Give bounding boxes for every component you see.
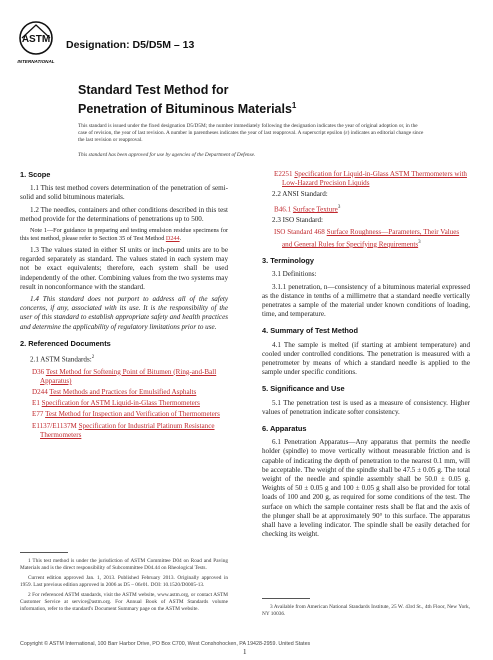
ref-d36[interactable]: D36 Test Method for Softening Point of Bitumen (Ring-and-Ball Apparatus) <box>32 367 217 385</box>
footnote-rule <box>20 552 68 553</box>
left-footnotes <box>20 552 228 616</box>
para-5-1: 5.1 The penetration test is used as a measure of consistency. Higher values of penetration indicate softer consistency. <box>262 398 470 416</box>
document-title <box>78 83 458 117</box>
ref-link-d244[interactable]: D244 <box>165 235 180 243</box>
section-refdocs-heading: 2. Referenced Documents <box>20 338 111 348</box>
section-apparatus-heading: 6. Apparatus <box>262 423 307 433</box>
title-line-1: Standard Test Method for <box>78 83 229 97</box>
page-number: 1 <box>243 648 247 656</box>
para-2-1: 2.1 ASTM Standards:$^2$ <box>30 355 95 364</box>
para-2-3: 2.3 ISO Standard: <box>272 216 324 225</box>
footnote-3: 3 Available from American National Standards Institute, 25 W. 43rd St., 4th Floor, New York, NY 10036. <box>262 604 470 617</box>
note-1: Note 1—For guidance in preparing and testing emulsion residue specimens for this test method, please refer to Section 35 of Test Method D244. <box>20 227 228 243</box>
para-4-1: 4.1 The sample is melted (if starting at ambient temperature) and cooled under controlled conditions. The penetration is measured with a penetrometer by means of which a standard needle is applied to the sample under specific conditions. <box>262 340 470 377</box>
section-significance-heading: 5. Significance and Use <box>262 384 345 394</box>
para-1-3: 1.3 The values stated in either SI units or inch-pound units are to be regarded separately as standard. The values stated in each system may not be exact equivalents; therefore, each system shall be used independently of the other. Combining values from the two systems may result in nonconformance with the standard. <box>20 246 228 291</box>
para-6-1: 6.1 Penetration Apparatus—Any apparatus that permits the needle holder (spindle) to move vertically without measurable friction and is capable of indicating the depth of penetration to the nearest 0.1 mm, will be acceptable. The weight of the spindle shall be 47.5 ± 0.05 g. The total weight of the needle and spindle assembly shall be 50.0 ± 0.05 g. Weights of 50 ± 0.05 g and 100 ± 0.05 g shall also be provided for total loads of 100 and 200 g, as required for some conditions of the test. The surface on which the sample container rests shall be flat and the axis of the plunger shall be at approximately 90° to this surface. The apparatus shall have a leveling indicator. The spindle shall be easily detached for checking its weight. <box>262 438 470 539</box>
para-1-2: 1.2 The needles, containers and other conditions described in this test method provide for the determinations of penetrations up to 500. <box>20 205 228 223</box>
title-line-2: Penetration of Bituminous Materials$^1$ <box>78 101 297 117</box>
para-3-1: 3.1 Definitions: <box>272 270 317 279</box>
copyright-line: Copyright © ASTM International, 100 Barr Harbor Drive, PO Box C700, West Conshohocken, PA 19428-2959. United States <box>20 641 311 647</box>
section-terminology-heading: 3. Terminology <box>262 256 315 266</box>
ref-e1137[interactable]: E1137/E1137M Specification for Industrial Platinum Resistance Thermometers <box>32 421 215 439</box>
ref-iso-468[interactable]: ISO Standard 468 Surface Roughness—Parameters, Their Values and General Rules for Specifying Requirements$^3$ <box>274 228 460 248</box>
ref-b46[interactable]: B46.1 Surface Texture$^3$ <box>274 204 341 213</box>
section-summary-heading: 4. Summary of Test Method <box>262 326 358 336</box>
right-footnotes <box>262 598 470 621</box>
footnote-rule-right <box>262 598 310 599</box>
para-1-1: 1.1 This test method covers determination of the penetration of semi-solid and solid bituminous materials. <box>20 184 228 202</box>
footnote-1: 1 This test method is under the jurisdiction of ASTM Committee D04 on Road and Paving Materials and is the direct responsibility of Subcommittee D04.44 on Rheological Tests. <box>20 558 228 571</box>
astm-logo <box>14 20 58 66</box>
right-column <box>262 170 470 542</box>
issue-note: This standard is issued under the fixed designation D5/D5M; the number immediately following the designation indicates the year of original adoption or, in the case of revision, the year of last revision. A number in parentheses indicates the year of last reapproval. A superscript epsilon (ε) indicates an editorial change since the last revision or reapproval. <box>78 123 424 143</box>
svg-text:ASTM: ASTM <box>21 34 51 45</box>
para-1-4: 1.4 This standard does not purport to address all of the safety concerns, if any, associated with its use. It is the responsibility of the user of this standard to establish appropriate safety and health practices and determine the applicability of regulatory limitations prior to use. <box>20 295 228 331</box>
ref-e77[interactable]: E77 Test Method for Inspection and Verification of Thermometers <box>32 410 220 419</box>
ref-e1[interactable]: E1 Specification for ASTM Liquid-in-Glass Thermometers <box>32 399 200 408</box>
section-scope-heading: 1. Scope <box>20 170 51 179</box>
ref-e2251[interactable]: E2251 Specification for Liquid-in-Glass ASTM Thermometers with Low-Hazard Precision Liquids <box>274 170 467 188</box>
left-column <box>20 170 228 442</box>
approval-note: This standard has been approved for use by agencies of the Department of Defense. <box>78 152 256 158</box>
para-3-1-1: 3.1.1 penetration, n—consistency of a bituminous material expressed as the distance in tenths of a millimetre that a standard needle vertically penetrates a sample of the material under known conditions of loading, time, and temperature. <box>262 282 470 319</box>
para-2-2: 2.2 ANSI Standard: <box>272 190 328 199</box>
ref-d244[interactable]: D244 Test Methods and Practices for Emulsified Asphalts <box>32 388 197 397</box>
footnote-2: 2 For referenced ASTM standards, visit the ASTM website, www.astm.org, or contact ASTM Customer Service at service@astm.org. For Annual Book of ASTM Standards volume information, refer to the standard's Document Summary page on the ASTM website. <box>20 592 228 612</box>
designation: Designation: D5/D5M – 13 <box>66 39 195 51</box>
footnote-1b: Current edition approved Jan. 1, 2013. Published February 2013. Originally approved in 1959. Last previous edition approved in 2006 as D5 – 06ε01. DOI: 10.1520/D0005-13. <box>20 575 228 588</box>
svg-text:INTERNATIONAL: INTERNATIONAL <box>17 59 55 64</box>
